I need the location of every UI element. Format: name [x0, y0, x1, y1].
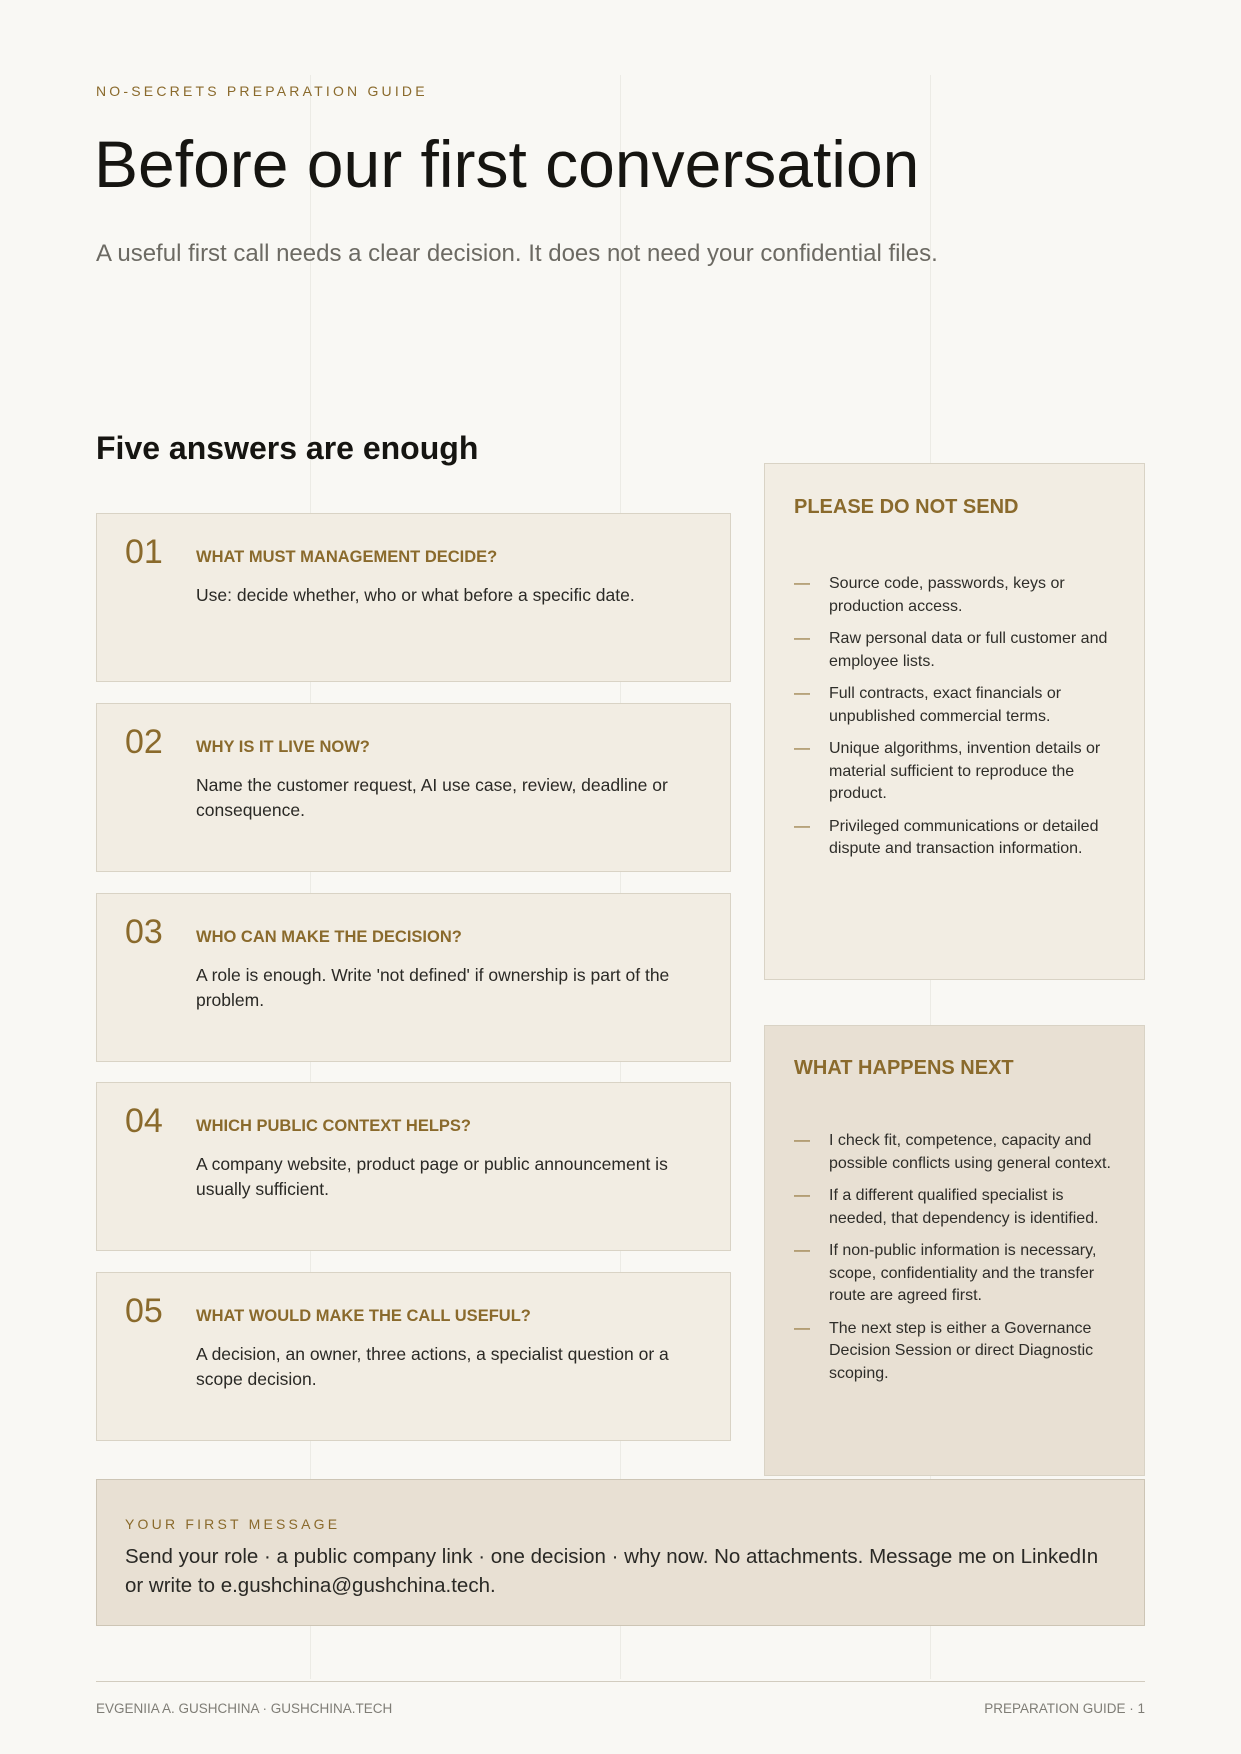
- panel-title: WHAT HAPPENS NEXT: [794, 1057, 1014, 1079]
- dash-icon: —: [794, 1319, 810, 1337]
- footer-divider: [96, 1681, 1145, 1682]
- question-card-2: [96, 703, 731, 872]
- question-number: 02: [125, 723, 163, 761]
- list-item: — I check fit, competence, capacity and possible conflicts using general context.: [794, 1132, 1111, 1172]
- dash-icon: —: [794, 630, 810, 647]
- list-item: — Full contracts, exact financials or unpublished commercial terms.: [794, 685, 1062, 725]
- list-item: — If a different qualified specialist is needed, that dependency is identified.: [794, 1187, 1099, 1227]
- question-card-3: [96, 893, 731, 1062]
- first-message-text: Send your role · a public company link · one decision · why now. No attachments. Message me on LinkedIn or write to e.gushchina@gushchina.tech.: [125, 1545, 1099, 1597]
- dash-icon: —: [794, 1187, 810, 1204]
- question-heading: WHICH PUBLIC CONTEXT HELPS?: [196, 1117, 471, 1135]
- dash-icon: —: [794, 1242, 810, 1259]
- first-message-label: YOUR FIRST MESSAGE: [125, 1516, 341, 1532]
- question-card-1: [96, 513, 731, 682]
- page-subtitle: A useful first call needs a clear decision. It does not need your confidential files.: [96, 240, 938, 267]
- question-heading: WHO CAN MAKE THE DECISION?: [196, 928, 462, 946]
- first-message-box: [96, 1479, 1145, 1626]
- dash-icon: —: [794, 1132, 810, 1149]
- question-body: A role is enough. Write 'not defined' if ownership is part of the problem.: [196, 965, 670, 1010]
- do-not-send-panel: [764, 463, 1145, 980]
- question-heading: WHY IS IT LIVE NOW?: [196, 738, 370, 756]
- list-item: — If non-public information is necessary, scope, confidentiality and the transfer route are agreed first.: [794, 1242, 1097, 1304]
- question-body: A decision, an owner, three actions, a specialist question or a scope decision.: [196, 1344, 669, 1389]
- do-not-send-list: [794, 573, 1120, 871]
- question-heading: WHAT WOULD MAKE THE CALL USEFUL?: [196, 1307, 531, 1325]
- question-number: 04: [125, 1102, 163, 1140]
- footer-page-label: PREPARATION GUIDE · 1: [984, 1701, 1145, 1716]
- question-card-5: [96, 1272, 731, 1441]
- list-item: — Privileged communications or detailed dispute and transaction information.: [794, 817, 1099, 857]
- list-item: — Source code, passwords, keys or production access.: [794, 575, 1065, 615]
- dash-icon: —: [794, 817, 810, 835]
- footer-author: EVGENIIA A. GUSHCHINA · GUSHCHINA.TECH: [96, 1701, 393, 1716]
- question-body: A company website, product page or public announcement is usually sufficient.: [196, 1154, 668, 1199]
- question-heading: WHAT MUST MANAGEMENT DECIDE?: [196, 548, 498, 566]
- page-title: Before our first conversation: [94, 127, 920, 201]
- question-number: 03: [125, 913, 163, 951]
- dash-icon: —: [794, 575, 810, 592]
- list-item: — The next step is either a Governance Decision Session or direct Diagnostic scoping.: [794, 1319, 1094, 1382]
- dash-icon: —: [794, 685, 810, 702]
- question-number: 05: [125, 1292, 163, 1330]
- question-body: Use: decide whether, who or what before a specific date.: [196, 585, 635, 605]
- dash-icon: —: [794, 740, 810, 757]
- section-title: Five answers are enough: [96, 430, 479, 466]
- list-item: — Unique algorithms, invention details or material sufficient to reproduce the product.: [794, 740, 1101, 802]
- eyebrow-label: NO-SECRETS PREPARATION GUIDE: [96, 83, 428, 99]
- what-happens-next-panel: [764, 1025, 1145, 1476]
- question-body: Name the customer request, AI use case, review, deadline or consequence.: [196, 775, 668, 820]
- panel-title: PLEASE DO NOT SEND: [794, 496, 1019, 518]
- question-card-4: [96, 1082, 731, 1251]
- list-item: — Raw personal data or full customer and employee lists.: [794, 630, 1108, 670]
- next-steps-list: [794, 1130, 1120, 1395]
- question-number: 01: [125, 533, 163, 571]
